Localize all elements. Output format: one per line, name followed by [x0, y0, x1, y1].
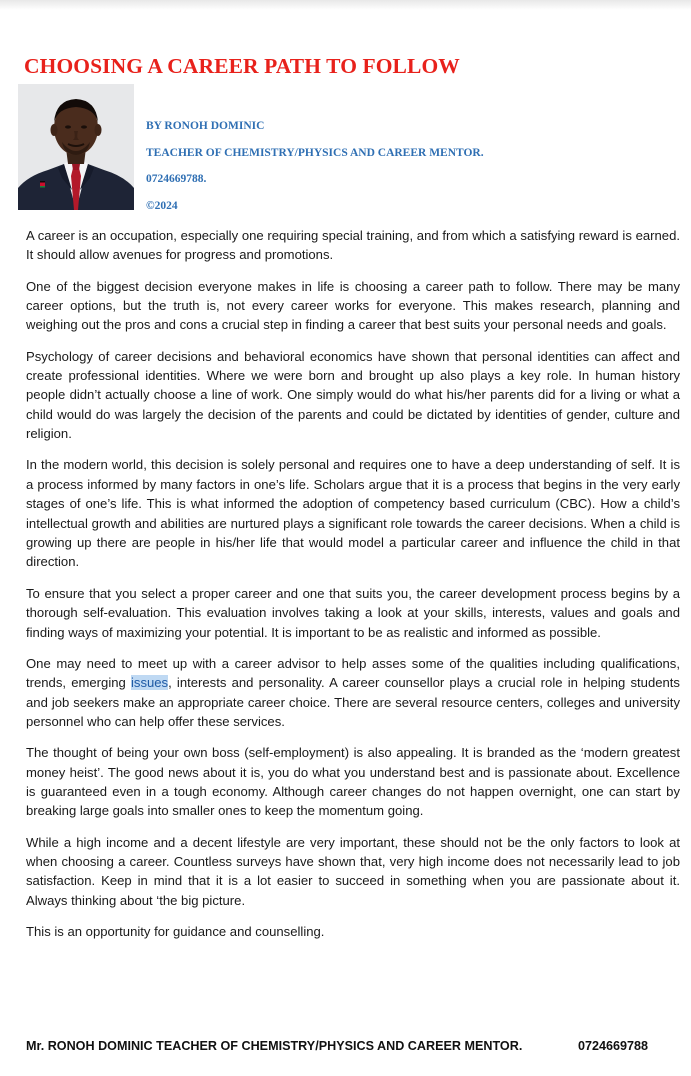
author-portrait-icon: [18, 84, 134, 210]
paragraph-6-end: , interests and personality. A career counsellor plays a crucial role in helping students and job seekers make an appropriate career choice. There are several resource centers, colleges and university personnel who can help offer these services.: [26, 675, 680, 729]
author-line: BY RONOH DOMINIC: [146, 120, 265, 132]
selected-word-highlight[interactable]: issues: [130, 675, 169, 691]
author-phone-line: 0724669788.: [146, 173, 207, 185]
paragraph-4: In the modern world, this decision is solely personal and requires one to have a deep understanding of self. It is a process informed by many factors in one’s life. Scholars argue that it is a process that begins in the very early stages of one’s life. This is what informed the adoption of competency based curriculum (CBC). How a child’s intellectual growth and abilities are nurtured plays a significant role towards the career decisions. When a child is growing up there are people in his/her life that would model a particular career and influence the child in that direction.: [26, 457, 680, 570]
paragraph-1: A career is an occupation, especially one requiring special training, and from which a satisfying reward is earned. It should allow avenues for progress and promotions.: [26, 228, 680, 263]
author-role-line: TEACHER OF CHEMISTRY/PHYSICS AND CAREER MENTOR.: [146, 147, 484, 159]
footer-phone: 0724669788: [578, 1039, 649, 1053]
paragraph-9: This is an opportunity for guidance and counselling.: [26, 923, 325, 939]
paragraph-7: The thought of being your own boss (self-employment) is also appealing. It is branded as the ‘modern greatest money heist’. The good news about it is, you do what you understand best and is passionate about. Excellence is guaranteed even in a tough economy. Although career changes do not happen overnight, one can start by breaking large goals into smaller ones to keep the momentum going.: [26, 745, 680, 819]
paragraph-8: While a high income and a decent lifestyle are very important, these should not be the only factors to look at when choosing a career. Countless surveys have shown that, very high income does not necessarily lead to job satisfaction. Keep in mind that it is a lot easier to succeed in something when you are passionate about it. Always thinking about ‘the big picture.: [26, 834, 680, 908]
paragraph-2: One of the biggest decision everyone makes in life is choosing a career path to follow. There may be many career options, but the truth is, not every career works for everyone. This makes research, planning and weighing out the pros and cons a crucial step in finding a career that best suits your personal needs and goals.: [26, 278, 680, 333]
paragraph-6: [26, 654, 680, 732]
paragraph-3: Psychology of career decisions and behavioral economics have shown that personal identities can affect and create professional identities. Where we were born and brought up also plays a key role. In human history people didn’t actually choose a line of work. One simply would do what his/her parents did for a living or what a child would do was largely the decision of the parents and could be dictated by identities of gender, culture and religion.: [26, 348, 680, 442]
document-title: CHOOSING A CAREER PATH TO FOLLOW: [24, 54, 460, 78]
article-body: [26, 226, 680, 953]
author-portrait-photo: [18, 84, 134, 210]
copyright-line: ©2024: [146, 200, 178, 212]
page-top-edge: [0, 0, 691, 10]
footer-author: Mr. RONOH DOMINIC TEACHER OF CHEMISTRY/PHYSICS AND CAREER MENTOR.: [26, 1039, 523, 1053]
paragraph-5: To ensure that you select a proper career and one that suits you, the career development process begins by a thorough self-evaluation. This evaluation involves taking a look at your skills, interests, values and goals and finding ways of maximizing your potential. It is important to be as realistic and informed as possible.: [26, 585, 680, 640]
paragraph-6-start: One may need to meet up with a career advisor to help asses some of the qualities including qualifications, trends, emerging: [26, 655, 680, 691]
